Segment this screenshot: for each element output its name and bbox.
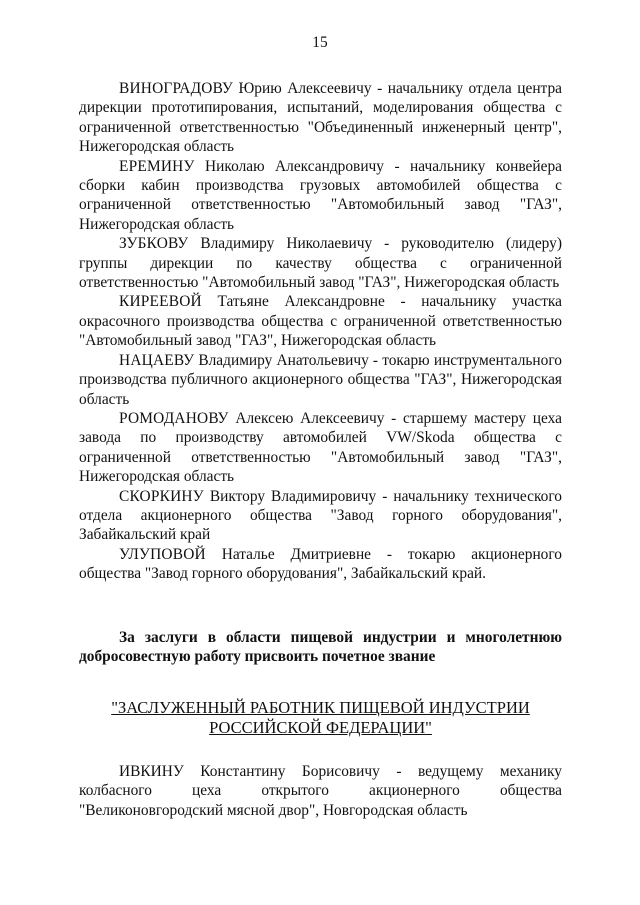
recipient-details: Алексею Алексеевичу - старшему мастеру цеха завода по производству автомобилей VW/Skoda общества с ограниченной ответственностью "Автомобильный завод "ГАЗ", Нижегородская область [79, 409, 562, 486]
recipient-details: Виктору Владимировичу - начальнику технического отдела акционерного общества "Завод горного оборудования", Забайкальский край [79, 487, 562, 544]
list-item [79, 545, 562, 584]
recipient-name: ИВКИНУ [119, 763, 184, 780]
list-item [79, 292, 562, 350]
list-item [79, 351, 562, 409]
list-item [79, 762, 562, 820]
recipient-name: КИРЕЕВОЙ [119, 293, 202, 311]
recipient-name: СКОРКИНУ [119, 487, 204, 505]
recipient-details: Константину Борисовичу - ведущему механику колбасного цеха открытого акционерного общества "Великоновгородский мясной двор", Новгородская область [79, 763, 562, 819]
list-item [79, 234, 562, 292]
recipient-name: РОМОДАНОВУ [119, 409, 229, 427]
list-item [79, 79, 562, 157]
list-item [79, 487, 562, 545]
recipient-details: Владимиру Николаевичу - руководителю (лидеру) группы дирекции по качеству общества с ограниченной ответственностью "Автомобильный завод "ГАЗ", Нижегородская область [79, 235, 563, 292]
honorary-title [79, 698, 562, 738]
recipient-details: Наталье Дмитриевне - токарю акционерного общества "Завод горного оборудования", Забайкальский край. [79, 545, 562, 583]
recipient-name: УЛУПОВОЙ [119, 545, 206, 563]
recipient-details: Татьяне Александровне - начальнику участка окрасочного производства общества с ограниченной ответственностью "Автомобильный завод "ГАЗ", Нижегородская область [79, 293, 563, 350]
title-line-1: "ЗАСЛУЖЕННЫЙ РАБОТНИК ПИЩЕВОЙ ИНДУСТРИИ [111, 698, 530, 717]
recipient-name: НАЦАЕВУ [119, 351, 195, 369]
title-line-2: РОССИЙСКОЙ ФЕДЕРАЦИИ" [209, 718, 432, 737]
recipient-list [79, 79, 562, 584]
recipient-details: Николаю Александровичу - начальнику конвейера сборки кабин производства грузовых автомобилей общества с ограниченной ответственностью "Автомобильный завод "ГАЗ", Нижегородская область [79, 157, 562, 233]
recipient-name: ЗУБКОВУ [119, 235, 189, 253]
recipient-name: ЕРЕМИНУ [119, 157, 195, 175]
list-item [79, 409, 562, 487]
page-number: 15 [312, 34, 328, 51]
recipient-details: Владимиру Анатольевичу - токарю инструментального производства публичного акционерного общества "ГАЗ", Нижегородская область [79, 351, 562, 408]
decree-paragraph: За заслуги в области пищевой индустрии и многолетнюю добросовестную работу присвоить почетное звание [79, 629, 562, 666]
recipient-name: ВИНОГРАДОВУ [119, 80, 233, 97]
recipient-details: Юрию Алексеевичу - начальнику отдела центра дирекции прототипирования, испытаний, моделирования общества с ограниченной ответственностью "Объединенный инженерный центр", Нижегородская область [79, 80, 562, 156]
list-item [79, 157, 562, 235]
